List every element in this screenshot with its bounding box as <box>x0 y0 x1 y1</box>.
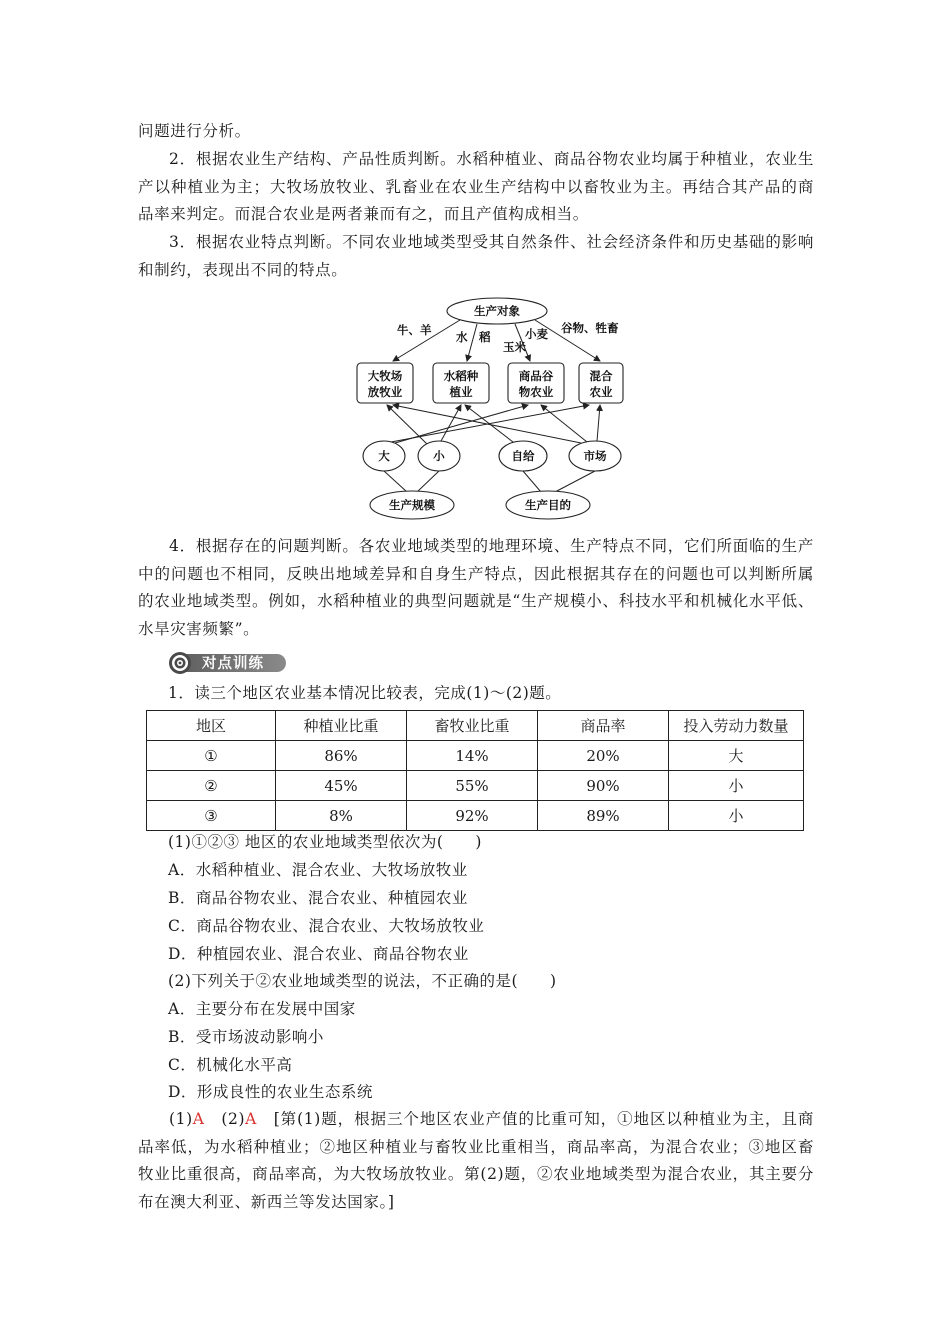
question-stem: 1．读三个地区农业基本情况比较表，完成(1)～(2)题。 <box>168 684 562 702</box>
target-icon <box>168 651 194 675</box>
q1-option-b: B．商品谷物农业、混合农业、种植园农业 <box>168 889 468 907</box>
paragraph-2: 2．根据农业生产结构、产品性质判断。水稻种植业、商品谷物农业均属于种植业，农业生产以种植业为主；大牧场放牧业、乳畜业在农业生产结构中以畜牧业为主。再结合其产品的商品率来判定。而混合农业是两者兼而有之，而且产值构成相当。 <box>138 150 814 223</box>
type-label-rice-1: 水稻种 <box>443 369 479 383</box>
badge-title: 对点训练 <box>202 656 264 672</box>
production-purpose-label: 生产目的 <box>525 498 571 512</box>
answer-1: A <box>192 1110 205 1128</box>
q1-option-c: C．商品谷物农业、混合农业、大牧场放牧业 <box>168 917 485 935</box>
question-1: (1)①②③ 地区的农业地域类型依次为( ) <box>168 833 482 851</box>
header-region: 地区 <box>147 711 276 741</box>
factor-label-large: 大 <box>378 449 390 463</box>
table-cell: 86% <box>276 741 407 771</box>
edge-label-shui: 水 <box>456 330 468 344</box>
q1-option-d: D．种植园农业、混合农业、商品谷物农业 <box>168 945 469 963</box>
answer-1-label: (1) <box>169 1110 193 1128</box>
table-row <box>147 801 804 831</box>
type-label-mixed-2: 农业 <box>589 385 613 399</box>
table-cell: 89% <box>538 801 669 831</box>
q2-option-a: A．主要分布在发展中国家 <box>168 1000 356 1018</box>
table-cell: 小 <box>669 771 804 801</box>
header-crop: 种植业比重 <box>276 711 407 741</box>
q2-option-c: C．机械化水平高 <box>168 1056 293 1074</box>
production-scale-label: 生产规模 <box>389 498 435 512</box>
factor-label-small: 小 <box>433 449 445 463</box>
table-cell: ③ <box>147 801 276 831</box>
answer-2: A <box>245 1110 257 1128</box>
table-cell: ② <box>147 771 276 801</box>
table-cell: 8% <box>276 801 407 831</box>
type-label-grain-1: 商品谷 <box>518 369 554 383</box>
header-commodity: 商品率 <box>538 711 669 741</box>
table-cell: 小 <box>669 801 804 831</box>
edge-label-guwu: 谷物、牲畜 <box>561 321 619 335</box>
table-cell: 55% <box>407 771 538 801</box>
table-row <box>147 771 804 801</box>
edge-label-dao: 稻 <box>479 330 491 344</box>
header-livestock: 畜牧业比重 <box>407 711 538 741</box>
region-comparison-table <box>146 710 804 831</box>
answer-explanation: [第(1)题，根据三个地区农业产值的比重可知，①地区以种植业为主，且商品率低，为水稻种植业；②地区种植业与畜牧业比重相当，商品率高，为混合农业；③地区畜牧业比重很高，商品率高，为大牧场放牧业。第(2)题，②农业地域类型为混合农业，其主要分布在澳大利亚、新西兰等发达国家。] <box>138 1110 814 1211</box>
q2-option-d: D．形成良性的农业生态系统 <box>168 1083 373 1101</box>
answer-paragraph <box>138 1106 814 1216</box>
question-2: (2)下列关于②农业地域类型的说法，不正确的是( ) <box>168 972 557 990</box>
table-cell: ① <box>147 741 276 771</box>
type-label-mixed-1: 混合 <box>589 369 613 383</box>
table-cell: 20% <box>538 741 669 771</box>
paragraph-3: 3．根据农业特点判断。不同农业地域类型受其自然条件、社会经济条件和历史基础的影响和制约，表现出不同的特点。 <box>138 233 814 279</box>
factor-label-subsistence: 自给 <box>511 449 535 463</box>
section-badge <box>168 651 286 675</box>
table-cell: 14% <box>407 741 538 771</box>
type-label-ranching-1: 大牧场 <box>367 369 403 383</box>
paragraph-4: 4．根据存在的问题判断。各农业地域类型的地理环境、生产特点不同，它们所面临的生产中的问题也不相同，反映出地域差异和自身生产特点，因此根据其存在的问题也可以判断所属的农业地域类型。例如，水稻种植业的典型问题就是“生产规模小、科技水平和机械化水平低、水旱灾害频繁”。 <box>138 537 814 638</box>
table-row <box>147 741 804 771</box>
production-object-label: 生产对象 <box>474 304 520 318</box>
q1-option-a: A．水稻种植业、混合农业、大牧场放牧业 <box>168 861 468 879</box>
type-label-grain-2: 物农业 <box>518 385 554 399</box>
table-cell: 大 <box>669 741 804 771</box>
factor-label-market: 市场 <box>583 449 607 463</box>
table-header-row <box>147 711 804 741</box>
q2-option-b: B．受市场波动影响小 <box>168 1028 324 1046</box>
table-cell: 90% <box>538 771 669 801</box>
table-cell: 92% <box>407 801 538 831</box>
edge-label-xiaomai: 小麦 <box>525 327 548 341</box>
type-label-ranching-2: 放牧业 <box>367 385 403 399</box>
agriculture-type-diagram <box>355 296 625 522</box>
type-label-rice-2: 植业 <box>449 385 473 399</box>
paragraph-0: 问题进行分析。 <box>138 122 251 140</box>
header-labor: 投入劳动力数量 <box>669 711 804 741</box>
edge-label-yumi: 玉米 <box>503 340 526 354</box>
answer-2-label: (2) <box>221 1110 246 1128</box>
table-cell: 45% <box>276 771 407 801</box>
edge-label-niuyang: 牛、羊 <box>397 323 432 337</box>
